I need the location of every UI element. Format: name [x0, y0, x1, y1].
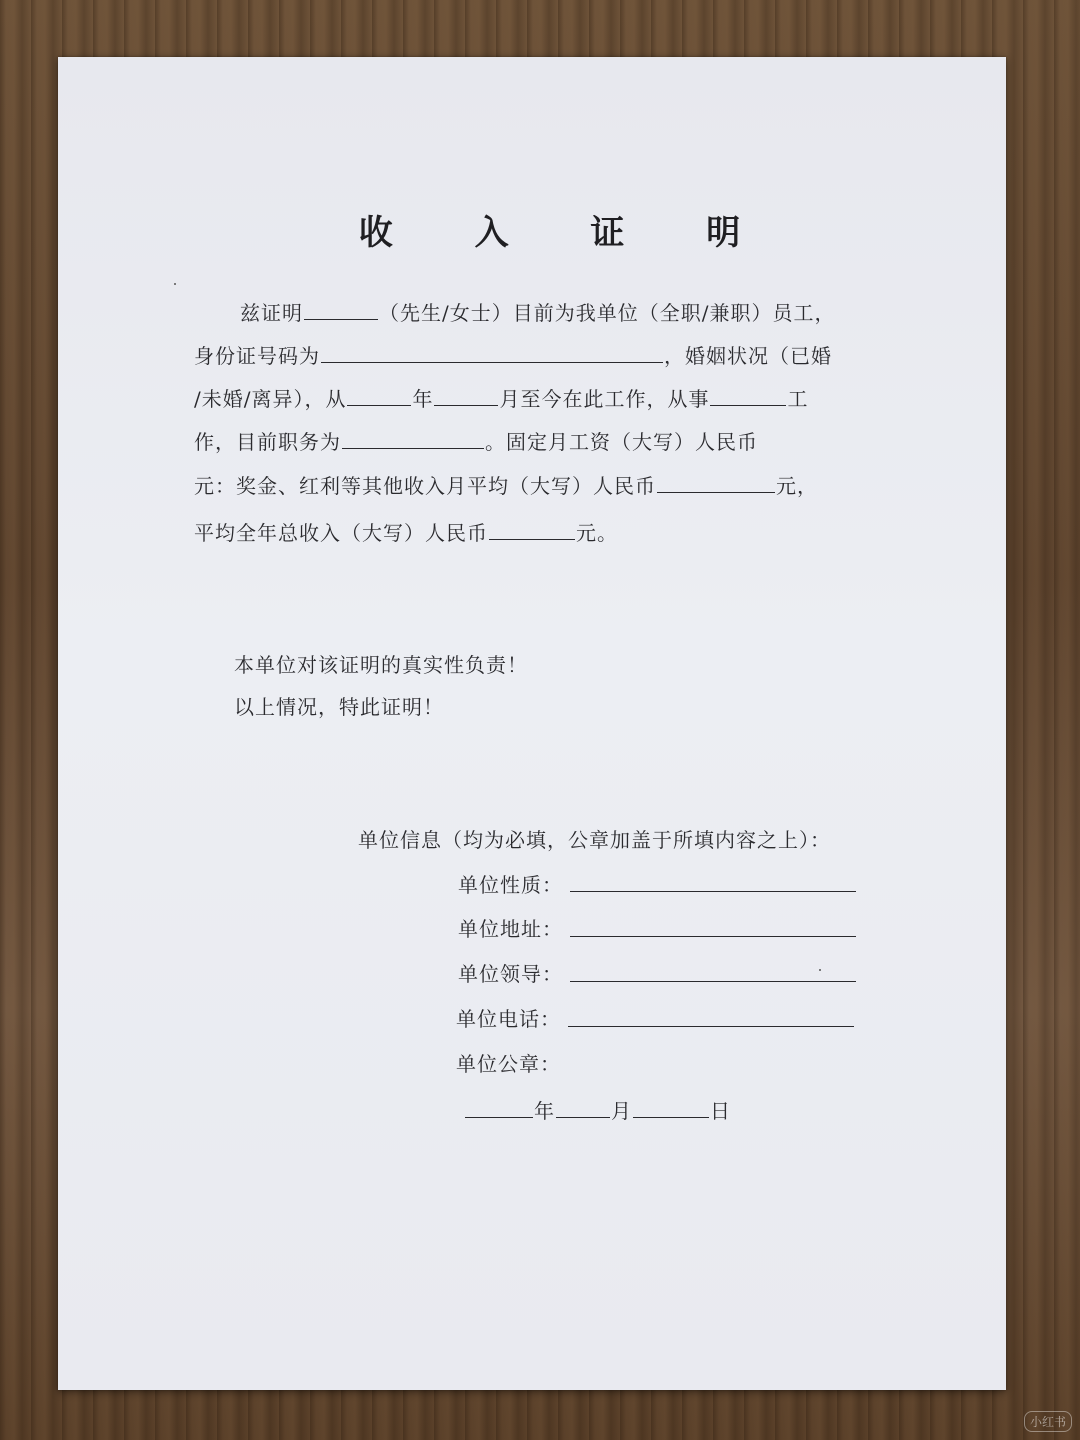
id-number-blank[interactable]	[321, 342, 663, 363]
occupation-blank[interactable]	[710, 385, 786, 406]
text-year: 年	[412, 387, 434, 411]
date-day-blank[interactable]	[633, 1097, 709, 1118]
start-month-blank[interactable]	[434, 385, 498, 406]
name-blank[interactable]	[304, 299, 378, 320]
paragraph-line-6	[194, 517, 618, 546]
date-day-label: 日	[710, 1099, 731, 1123]
certificate-paper	[58, 57, 1006, 1390]
paper-speck	[819, 969, 821, 971]
declaration-certify: 以上情况，特此证明！	[234, 695, 444, 719]
date-year-label: 年	[534, 1099, 555, 1123]
paragraph-line-2	[194, 340, 832, 369]
date-year-blank[interactable]	[465, 1097, 533, 1118]
unit-nature-field[interactable]	[570, 891, 856, 892]
annual-income-blank[interactable]	[489, 519, 575, 540]
text-monthly-salary: 。固定月工资（大写）人民币	[485, 430, 758, 454]
text-work-1: 工	[787, 387, 809, 411]
date-month-blank[interactable]	[556, 1097, 610, 1118]
position-blank[interactable]	[342, 428, 484, 449]
text-marital: ，婚姻状况（已婚	[664, 344, 832, 368]
text-certify: 兹证明	[240, 301, 303, 325]
date-month-label: 月	[611, 1099, 632, 1123]
unit-leader-field[interactable]	[570, 981, 856, 982]
text-id-number: 身份证号码为	[194, 344, 320, 368]
declaration-responsibility: 本单位对该证明的真实性负责！	[234, 653, 528, 677]
unit-info-heading: 单位信息（均为必填，公章加盖于所填内容之上）：	[358, 828, 831, 852]
bonus-blank[interactable]	[657, 472, 775, 493]
unit-leader-label: 单位领导：	[458, 962, 563, 986]
date-line	[464, 1095, 731, 1124]
start-year-blank[interactable]	[347, 385, 411, 406]
unit-nature-label: 单位性质：	[458, 873, 563, 897]
document-title: 收 入 证 明	[358, 213, 776, 253]
unit-address-field[interactable]	[570, 936, 856, 937]
text-position: 作，目前职务为	[194, 430, 341, 454]
text-annual-income: 平均全年总收入（大写）人民币	[194, 521, 488, 545]
unit-phone-label: 单位电话：	[456, 1007, 561, 1031]
paper-speck	[174, 283, 176, 285]
text-yuan-period: 元。	[576, 521, 618, 545]
unit-phone-field[interactable]	[568, 1026, 854, 1027]
unit-seal-label: 单位公章：	[456, 1052, 561, 1076]
unit-address-label: 单位地址：	[458, 917, 563, 941]
paragraph-line-5	[194, 470, 818, 499]
text-work-since: 月至今在此工作，从事	[499, 387, 710, 411]
paragraph-line-4	[194, 426, 758, 455]
text-marital-options: /未婚/离异），从	[194, 387, 347, 411]
text-employment: （先生/女士）目前为我单位（全职/兼职）员工，	[379, 301, 836, 325]
paragraph-line-3	[194, 383, 808, 412]
text-bonus: 元：奖金、红利等其他收入月平均（大写）人民币	[194, 474, 656, 498]
paragraph-line-1	[240, 297, 835, 326]
text-yuan-comma: 元，	[776, 474, 818, 498]
app-watermark: 小红书	[1024, 1411, 1072, 1432]
